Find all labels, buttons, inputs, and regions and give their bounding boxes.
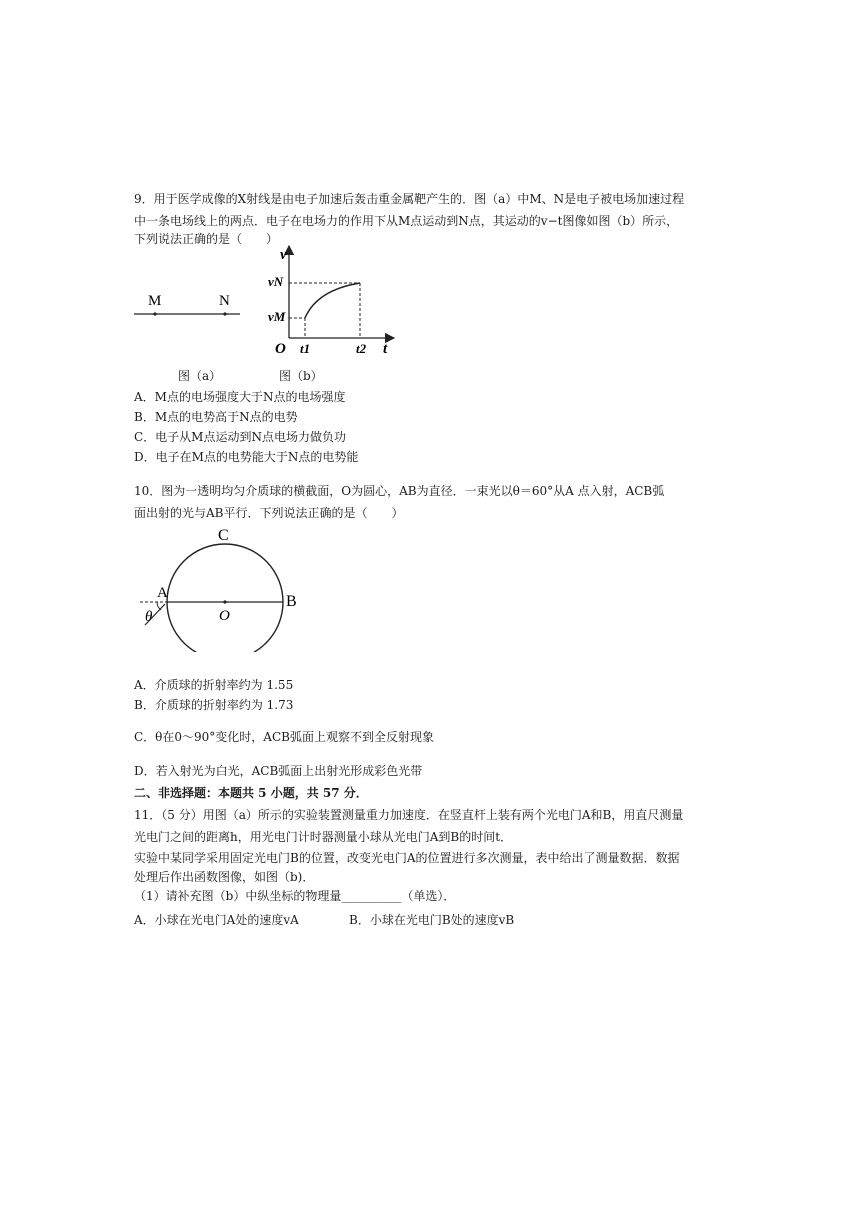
q10-option-a: A．介质球的折射率约为 1.55: [134, 678, 294, 692]
label-m: M: [148, 293, 162, 309]
q11-option-b: B．小球在光电门B处的速度vB: [349, 913, 515, 927]
q11-line-5: （1）请补充图（b）中纵坐标的物理量__________（单选）．: [134, 889, 456, 903]
q11-line-1: 11．（5 分）用图（a）所示的实验装置测量重力加速度．在竖直杆上装有两个光电门A和B，用直尺测量: [134, 808, 684, 822]
label-t2: t2: [356, 341, 367, 356]
q11-line-2: 光电门之间的距离h，用光电门计时器测量小球从光电门A到B的时间t．: [134, 830, 513, 844]
section-2-heading: 二、非选择题：本题共 5 小题，共 57 分．: [134, 786, 368, 800]
q9-figure-b: [262, 245, 402, 360]
q10-line-1: 10．图为一透明均匀介质球的横截面，O为圆心，AB为直径．一束光以θ＝60°从A 点入射，ACB弧: [134, 484, 665, 498]
q10-option-b: B．介质球的折射率约为 1.73: [134, 698, 294, 712]
q10-figure-circle: [135, 522, 310, 652]
q9-option-b: B．M点的电势高于N点的电势: [134, 410, 298, 424]
q9-option-d: D．电子在M点的电势能大于N点的电势能: [134, 450, 359, 464]
q9-figure-a: [128, 285, 248, 330]
axis-t-label: t: [383, 341, 388, 357]
label-vn: vN: [268, 274, 284, 289]
label-theta: θ: [145, 609, 153, 625]
q11-option-a: A．小球在光电门A处的速度vA: [134, 913, 299, 927]
label-o: O: [219, 608, 230, 624]
q9-caption-a: 图（a）: [178, 369, 222, 383]
label-t1: t1: [300, 341, 311, 356]
label-a: A: [157, 585, 168, 601]
label-b: B: [286, 593, 297, 610]
q11-line-4: 处理后作出函数图像，如图（b)．: [134, 870, 315, 884]
label-c: C: [218, 527, 229, 544]
label-n: N: [219, 293, 230, 309]
q9-caption-b: 图（b）: [279, 369, 323, 383]
axis-v-label: v: [280, 247, 287, 263]
q10-option-c: C．θ在0～90°变化时，ACB弧面上观察不到全反射现象: [134, 730, 434, 744]
q10-option-d: D．若入射光为白光，ACB弧面上出射光形成彩色光带: [134, 764, 423, 778]
q9-line-1: 9．用于医学成像的X射线是由电子加速后轰击重金属靶产生的．图（a）中M、N是电子被电场加速过程: [134, 192, 685, 206]
q11-line-3: 实验中某同学采用固定光电门B的位置，改变光电门A的位置进行多次测量，表中给出了测量数据．数据: [134, 851, 680, 865]
origin-label: O: [275, 341, 286, 357]
q9-line-2: 中一条电场线上的两点．电子在电场力的作用下从M点运动到N点，其运动的v−t图像如图（b）所示，: [134, 214, 679, 228]
label-vm: vM: [268, 309, 286, 324]
q10-line-2: 面出射的光与AB平行．下列说法正确的是（ ）: [134, 506, 404, 520]
q9-option-a: A．M点的电场强度大于N点的电场强度: [134, 390, 346, 404]
q9-option-c: C．电子从M点运动到N点电场力做负功: [134, 430, 346, 444]
q9-line-3: 下列说法正确的是（ ）: [134, 232, 279, 246]
